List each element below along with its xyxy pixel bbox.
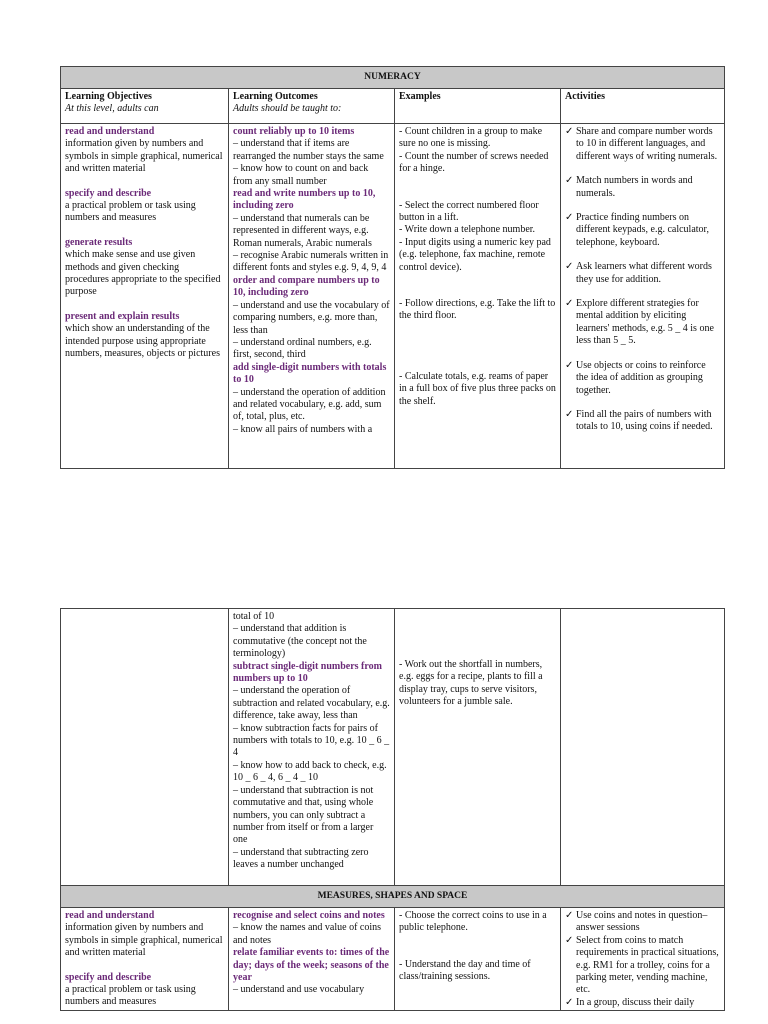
activity-item: ✓ In a group, discuss their daily xyxy=(565,996,695,1008)
example-text: - Count the number of screws needed for a hinge. xyxy=(399,150,549,175)
example-text: - Choose the correct coins to use in a public telephone. xyxy=(399,910,547,934)
objective-heading: read and understand xyxy=(65,910,155,921)
activities-cell xyxy=(561,124,725,469)
outcome-line: – understand that if items are rearranged the number stays the same xyxy=(233,138,384,162)
activity-item: ✓ Practice finding numbers on different keypads, e.g. calculator, telephone, keyboard. xyxy=(565,212,709,248)
objectives-cell xyxy=(61,124,229,469)
outcome-line: – know subtraction facts for pairs of numbers with totals to 10, e.g. 10 _ 6 _ 4 xyxy=(233,722,390,759)
activity-item: ✓ Share and compare number words to 10 in different languages, and different ways of writing numerals. xyxy=(565,126,718,162)
outcome-line: – know the names and value of coins and notes xyxy=(233,922,382,946)
check-icon: ✓ xyxy=(565,408,574,420)
outcome-line: – understand the operation of subtraction and related vocabulary, e.g. difference, take away, less than xyxy=(233,685,390,722)
outcome-line: – understand and use vocabulary xyxy=(233,984,365,996)
outcome-heading: recognise and select coins and notes xyxy=(233,910,385,921)
objective-text: which make sense and use given methods and given checking procedures appropriate to the specified purpose xyxy=(65,249,221,298)
outcome-line: – know how to add back to check, e.g. 10 _ 6 _ 4, 6 _ 4 _ 10 xyxy=(233,759,387,784)
check-icon: ✓ xyxy=(565,175,574,187)
objective-text: a practical problem or task using numbers and measures xyxy=(65,200,196,224)
outcome-heading: add single-digit numbers with totals to 10 xyxy=(233,361,387,386)
outcome-heading: order and compare numbers up to 10, including zero xyxy=(233,274,380,299)
objective-text: information given by numbers and symbols in simple graphical, numerical and written material xyxy=(65,922,223,959)
header-learning-objectives: Learning Objectives At this level, adults can xyxy=(61,89,229,124)
activity-item: ✓ Use coins and notes in question–answer sessions xyxy=(565,910,708,934)
objectives-cell-empty xyxy=(61,609,229,886)
activity-item: ✓ Explore different strategies for mental addition by eliciting learners' methods, e.g. 5 _ 4 is one less than 5 _ 5. xyxy=(565,298,714,347)
outcome-line: – understand that addition is commutative (the concept not the terminology) xyxy=(233,623,367,660)
activity-item: ✓ Use objects or coins to reinforce the idea of addition as grouping together. xyxy=(565,359,706,396)
check-icon: ✓ xyxy=(565,910,574,921)
check-icon: ✓ xyxy=(565,126,574,137)
outcome-line: – understand and use the vocabulary of comparing numbers, e.g. more than, less than xyxy=(233,299,390,336)
activity-item: ✓ Select from coins to match requirements in practical situations, e.g. RM1 for a trolley, coins for a parking meter, vending machine, etc. xyxy=(565,934,719,996)
check-icon: ✓ xyxy=(565,212,574,224)
section-header-row xyxy=(61,67,725,89)
outcome-line: – know all pairs of numbers with a xyxy=(233,423,373,435)
numeracy-content-row xyxy=(61,124,725,469)
objective-text: information given by numbers and symbols in simple graphical, numerical and written material xyxy=(65,138,223,175)
outcome-heading: subtract single-digit numbers from numbers up to 10 xyxy=(233,660,382,685)
continued-table xyxy=(60,608,725,1011)
outcome-heading: relate familiar events to: times of the day; days of the week; seasons of the year xyxy=(233,947,390,984)
outcomes-cell xyxy=(229,908,395,1011)
examples-cell-continued xyxy=(395,609,561,886)
measures-content-row xyxy=(61,908,725,1011)
outcome-line: – understand that subtracting zero leaves a number unchanged xyxy=(233,846,369,871)
objective-heading: specify and describe xyxy=(65,187,152,199)
outcome-line: – understand that subtraction is not commutative and that, using whole numbers, you can only subtract a number from itself or from a larger one xyxy=(233,784,374,846)
section-title-numeracy: NUMERACY xyxy=(61,67,725,89)
numeracy-continued-row xyxy=(61,609,725,886)
outcomes-cell-continued xyxy=(229,609,395,886)
objective-text: which show an understanding of the intended purpose using appropriate numbers, measures, objects or pictures xyxy=(65,323,220,360)
outcome-line: – know how to count on and back from any small number xyxy=(233,163,369,187)
header-learning-outcomes: Learning Outcomes Adults should be taught to: xyxy=(229,89,395,124)
check-icon: ✓ xyxy=(565,934,574,946)
example-text: - Work out the shortfall in numbers, e.g. eggs for a recipe, plants to fill a display tray, cups to serve visitors, volunteers for a jumble sale. xyxy=(399,659,543,708)
example-text: - Understand the day and time of class/training sessions. xyxy=(399,958,531,983)
outcome-line: – understand ordinal numbers, e.g. first, second, third xyxy=(233,336,372,361)
outcome-line: – understand that numerals can be represented in different ways, e.g. Roman numerals, Arabic numerals xyxy=(233,212,372,249)
numeracy-table xyxy=(60,66,725,469)
objectives-cell xyxy=(61,908,229,1011)
outcomes-cell xyxy=(229,124,395,469)
example-text: - Count children in a group to make sure no one is missing. xyxy=(399,126,543,150)
check-icon: ✓ xyxy=(565,298,574,310)
example-text: - Select the correct numbered floor button in a lift. xyxy=(399,199,539,224)
objective-text: a practical problem or task using numbers and measures xyxy=(65,984,196,1008)
activity-item: ✓ Match numbers in words and numerals. xyxy=(565,175,693,199)
examples-cell xyxy=(395,908,561,1011)
example-text: - Write down a telephone number. xyxy=(399,224,536,236)
activities-cell xyxy=(561,908,725,1011)
header-examples: Examples xyxy=(395,89,561,124)
outcome-heading: count reliably up to 10 items xyxy=(233,126,355,137)
objective-heading: generate results xyxy=(65,236,133,248)
outcome-line: total of 10 xyxy=(233,611,275,622)
check-icon: ✓ xyxy=(565,359,574,371)
example-text: - Calculate totals, e.g. reams of paper in a full box of five plus three packs on the shelf. xyxy=(399,370,556,407)
example-text: - Input digits using a numeric key pad (e.g. telephone, fax machine, remote control device). xyxy=(399,236,551,273)
activity-item: ✓ Ask learners what different words they use for addition. xyxy=(565,261,712,285)
column-header-row xyxy=(61,89,725,124)
objective-heading: specify and describe xyxy=(65,971,152,983)
objective-heading: read and understand xyxy=(65,126,155,137)
check-icon: ✓ xyxy=(565,996,574,1008)
outcome-heading: read and write numbers up to 10, including zero xyxy=(233,188,376,212)
examples-cell xyxy=(395,124,561,469)
outcome-line: – recognise Arabic numerals written in different fonts and styles e.g. 9, 4, 9, 4 xyxy=(233,250,389,274)
example-text: - Follow directions, e.g. Take the lift to the third floor. xyxy=(399,298,556,322)
section-header-row xyxy=(61,886,725,908)
check-icon: ✓ xyxy=(565,261,574,273)
activities-cell-empty xyxy=(561,609,725,886)
activity-item: ✓ Find all the pairs of numbers with totals to 10, using coins if needed. xyxy=(565,408,713,433)
header-activities: Activities xyxy=(561,89,725,124)
section-title-measures: MEASURES, SHAPES AND SPACE xyxy=(61,886,725,908)
outcome-line: – understand the operation of addition and related vocabulary, e.g. add, sum of, total, plus, etc. xyxy=(233,386,386,423)
objective-heading: present and explain results xyxy=(65,310,180,322)
